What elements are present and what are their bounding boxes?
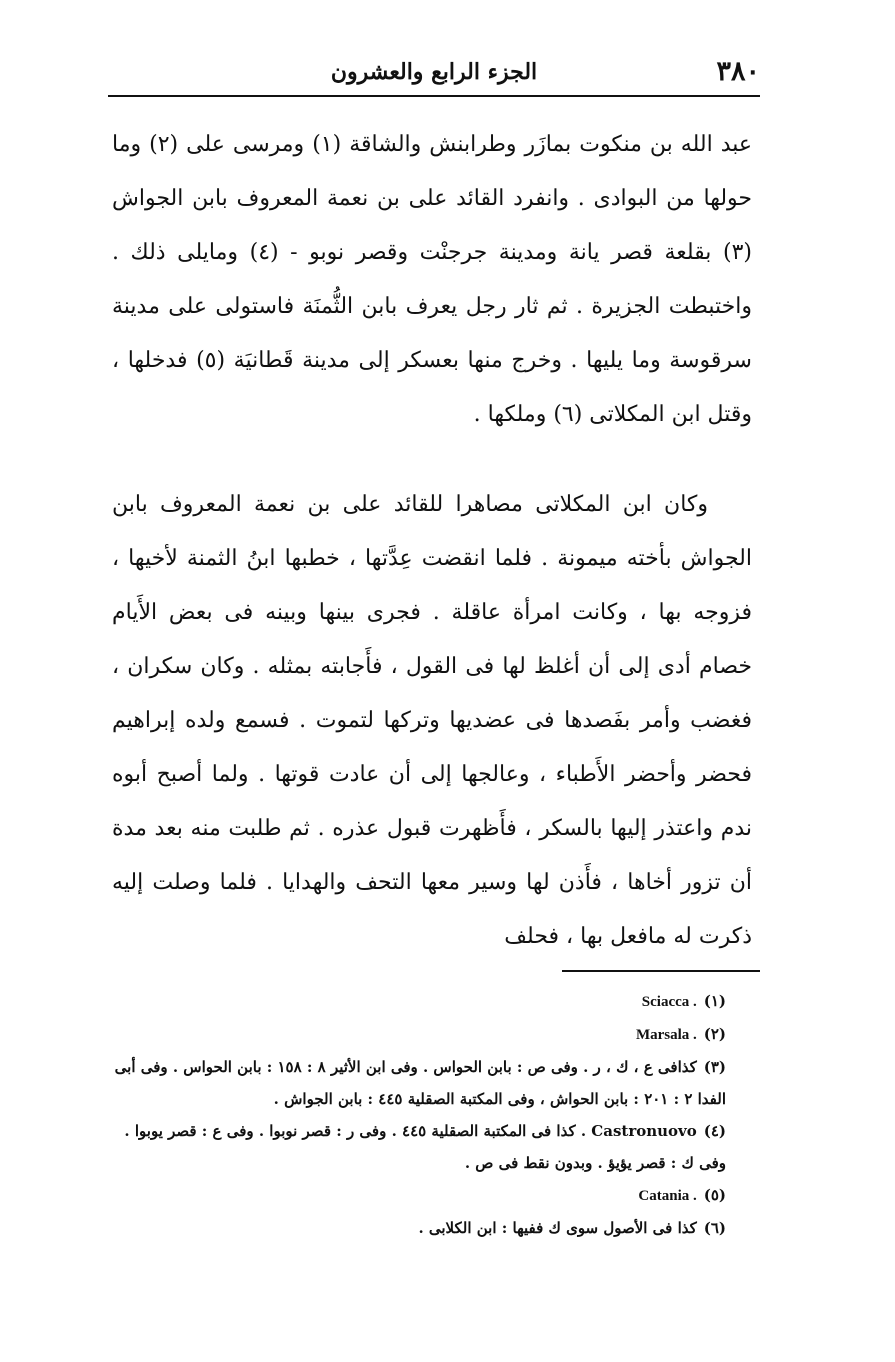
- footnote-text: كذافى ع ، ك ، ر . وفى ص : بابن الحواس . وفى ابن الأثير ٨ : ١٥٨ : بابن الحواس . وفى أبى الفدا ٢ : ٢٠١ : بابن الحواش ، وفى المكتبة الصقلية ٤٤٥ : بابن الجواش .: [114, 1058, 726, 1108]
- page-number: ٣٨٠: [716, 56, 760, 87]
- footnotes: [112, 985, 752, 1244]
- footnote-number: (٣): [703, 1058, 726, 1076]
- footnote-number: (٦): [703, 1219, 726, 1237]
- footnote-number: (٥): [703, 1186, 726, 1204]
- footnote-divider: [562, 970, 760, 972]
- header-divider: [108, 95, 760, 97]
- footnote-number: (٤): [703, 1122, 726, 1140]
- footnote-number: (٢): [703, 1025, 726, 1043]
- footnote-text: Marsala .: [635, 1027, 697, 1043]
- main-text: [112, 118, 752, 964]
- running-header: [108, 52, 760, 92]
- footnote-text: Catania .: [638, 1188, 697, 1204]
- footnote-text: Castronuovo . كذا فى المكتبة الصقلية ٤٤٥ . وفى ر : قصر نوبوا . وفى ع : قصر يوبوا . وفى ك : قصر يؤيؤ . وبدون نقط فى ص .: [124, 1122, 726, 1172]
- footnote-2: [112, 1018, 752, 1051]
- header-title: الجزء الرابع والعشرون: [330, 59, 538, 85]
- footnote-5: [112, 1179, 752, 1212]
- footnote-4: [112, 1115, 752, 1179]
- footnote-text: كذا فى الأصول سوى ك ففيها : ابن الكلابى .: [418, 1219, 697, 1237]
- footnote-text: Sciacca .: [641, 994, 697, 1010]
- footnote-1: [112, 985, 752, 1018]
- paragraph-1: عبد الله بن منكوت بمازَر وطرابنش والشاقة (١) ومرسى على (٢) وما حولها من البوادى . وانفرد القائد على بن نعمة المعروف بابن الجواش (٣) بقلعة قصر يانة ومدينة جرجنْت وقصر نوبو - (٤) ومايلى ذلك . واختبطت الجزيرة . ثم ثار رجل يعرف بابن الثُّمنَة فاستولى على مدينة سرقوسة وما يليها . وخرج منها بعسكر إلى مدينة قَطانيَة (٥) فدخلها ، وقتل ابن المكلاتى (٦) وملكها .: [112, 132, 753, 427]
- footnote-6: [112, 1212, 752, 1244]
- paragraph-2: وكان ابن المكلاتى مصاهرا للقائد على بن نعمة المعروف بابن الجواش بأخته ميمونة . فلما انقضت عِدَّتها ، خطبها ابنُ الثمنة لأخيها ، فزوجه بها ، وكانت امرأة عاقلة . فجرى بينها وبينه فى بعض الأَيام خصام أدى إلى أن أغلظ لها فى القول ، فأَجابته بمثله . وكان سكران ، فغضب وأمر بفَصدها فى عضديها وتركها لتموت . فسمع ولده إبراهيم فحضر وأحضر الأَطباء ، وعالجها إلى أن عادت قوتها . ولما أصبح أبوه ندم واعتذر إليها بالسكر ، فأَظهرت قبول عذره . ثم طلبت منه بعد مدة أن تزور أخاها ، فأَذن لها وسير معها التحف والهدايا . فلما وصلت إليه ذكرت له مافعل بها ، فحلف: [112, 492, 752, 949]
- footnote-number: (١): [703, 992, 726, 1010]
- footnote-3: [112, 1051, 752, 1115]
